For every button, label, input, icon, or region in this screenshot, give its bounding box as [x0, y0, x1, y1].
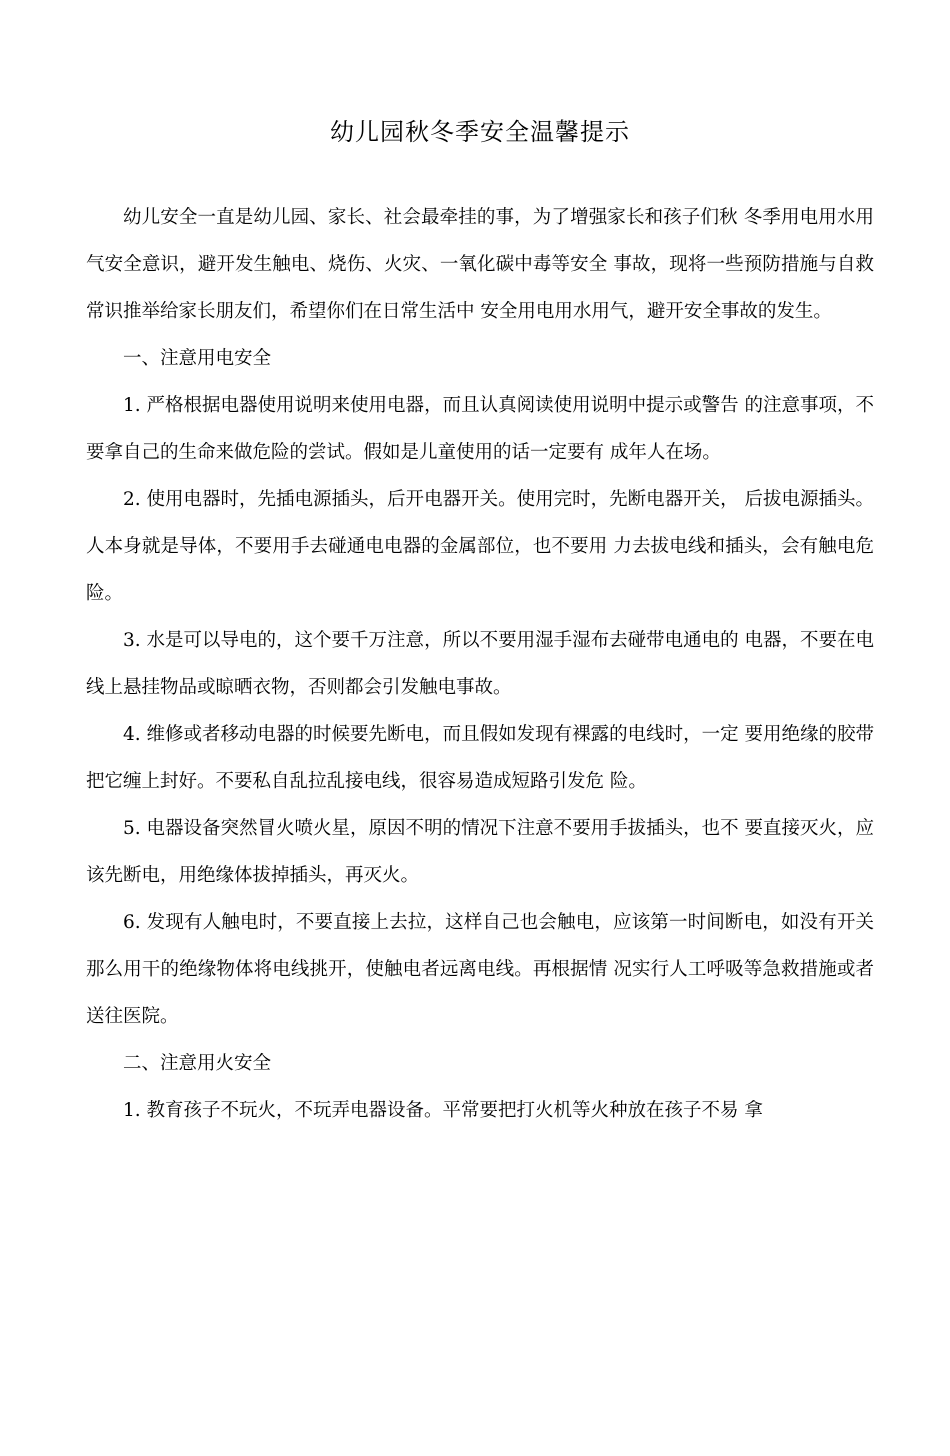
paragraph-electricity-6: 6. 发现有人触电时，不要直接上去拉，这样自己也会触电，应该第一时间断电，如没有开关那么用干的绝缘物体将电线挑开，使触电者远离电线。再根据情 况实行人工呼吸等急救措施或者送往医院。	[86, 912, 874, 1027]
paragraph-fire-1: 1. 教育孩子不玩火，不玩弄电器设备。平常要把打火机等火种放在孩子不易 拿	[123, 1100, 763, 1121]
paragraph-electricity-4: 4. 维修或者移动电器的时候要先断电，而且假如发现有裸露的电线时，一定 要用绝缘的胶带把它缠上封好。不要私自乱拉乱接电线，很容易造成短路引发危 险。	[86, 724, 874, 792]
paragraph-electricity-1: 1. 严格根据电器使用说明来使用电器，而且认真阅读使用说明中提示或警告 的注意事项，不要拿自己的生命来做危险的尝试。假如是儿童使用的话一定要有 成年人在场。	[86, 395, 874, 463]
section-heading-fire: 二、注意用火安全	[123, 1053, 272, 1074]
document-title: 幼儿园秋冬季安全温馨提示	[330, 118, 630, 146]
document-page	[0, 112, 950, 1456]
document-body	[86, 194, 874, 1134]
paragraph-intro: 幼儿安全一直是幼儿园、家长、社会最牵挂的事，为了增强家长和孩子们秋 冬季用电用水用气安全意识，避开发生触电、烧伤、火灾、一氧化碳中毒等安全 事故，现将一些预防措施与自救常识推举给家长朋友们，希望你们在日常生活中 安全用电用水用气，避开安全事故的发生。	[86, 207, 874, 322]
paragraph-electricity-3: 3. 水是可以导电的，这个要千万注意，所以不要用湿手湿布去碰带电通电的 电器，不要在电线上悬挂物品或晾晒衣物，否则都会引发触电事故。	[86, 630, 874, 698]
paragraph-electricity-5: 5. 电器设备突然冒火喷火星，原因不明的情况下注意不要用手拔插头，也不 要直接灭火，应该先断电，用绝缘体拔掉插头，再灭火。	[86, 818, 874, 886]
paragraph-electricity-2: 2. 使用电器时，先插电源插头，后开电器开关。使用完时，先断电器开关， 后拔电源插头。人本身就是导体，不要用手去碰通电电器的金属部位，也不要用 力去拔电线和插头，会有触电危险。	[86, 489, 874, 604]
section-heading-electricity: 一、注意用电安全	[123, 348, 272, 369]
